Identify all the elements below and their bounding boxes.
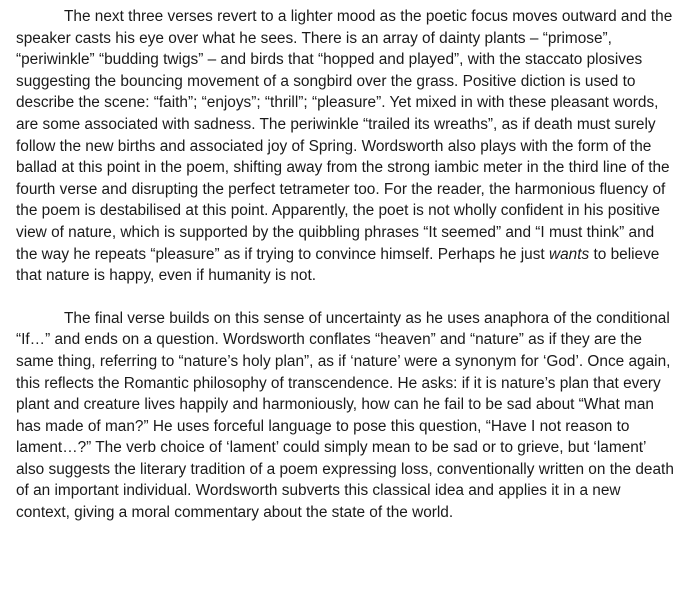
emphasized-word: wants [548,245,590,263]
paragraph-text: The final verse builds on this sense of uncertainty as he uses anaphora of the conditional “If…” and ends on a question. Wordsworth conflates “heaven” and “nature” as if they are the same thing, referring to “nature’s holy plan”, as if ‘nature’ were a synonym for ‘God’. Once again, this reflects the Romantic philosophy of transcendence. He asks: if it is nature’s plan that every plant and creature lives happily and harmoniously, how can he fail to be sad about “What man has made of man?” He uses forceful language to pose this question, “Have I not reason to lament…?” The verb choice of ‘lament’ could simply mean to be sad or to grieve, but ‘lament’ also suggests the literary tradition of a poem expressing loss, conventionally written on the death of an important individual. Wordsworth subverts this classical idea and applies it in a new context, giving a moral commentary about the state of the world. [16,309,674,522]
paragraph-final-verse [16,308,676,524]
paragraph-middle-verses [16,6,676,287]
paragraph-text: to believe that nature is happy, even if humanity is not. [16,245,660,285]
paragraph-text: The next three verses revert to a lighter mood as the poetic focus moves outward and the speaker casts his eye over what he sees. There is an array of dainty plants – “primose”, “periwinkle” “budding twigs” – and birds that “hopped and played”, with the staccato plosives suggesting the bouncing movement of a songbird over the grass. Positive diction is used to describe the scene: “faith”; “enjoys”; “thrill”; “pleasure”. Yet mixed in with these pleasant words, are some associated with sadness. The periwinkle “trailed its wreaths”, as if death must surely follow the new births and associated joy of Spring. Wordsworth also plays with the form of the ballad at this point in the poem, shifting away from the strong iambic meter in the third line of the fourth verse and disrupting the perfect tetrameter too. For the reader, the harmonious fluency of the poem is destabilised at this point. Apparently, the poet is not wholly confident in his positive view of nature, which is supported by the quibbling phrases “It seemed” and “I must think” and the way he repeats “pleasure” as if trying to convince himself. Perhaps he just [16,8,673,263]
document-body [16,6,676,524]
